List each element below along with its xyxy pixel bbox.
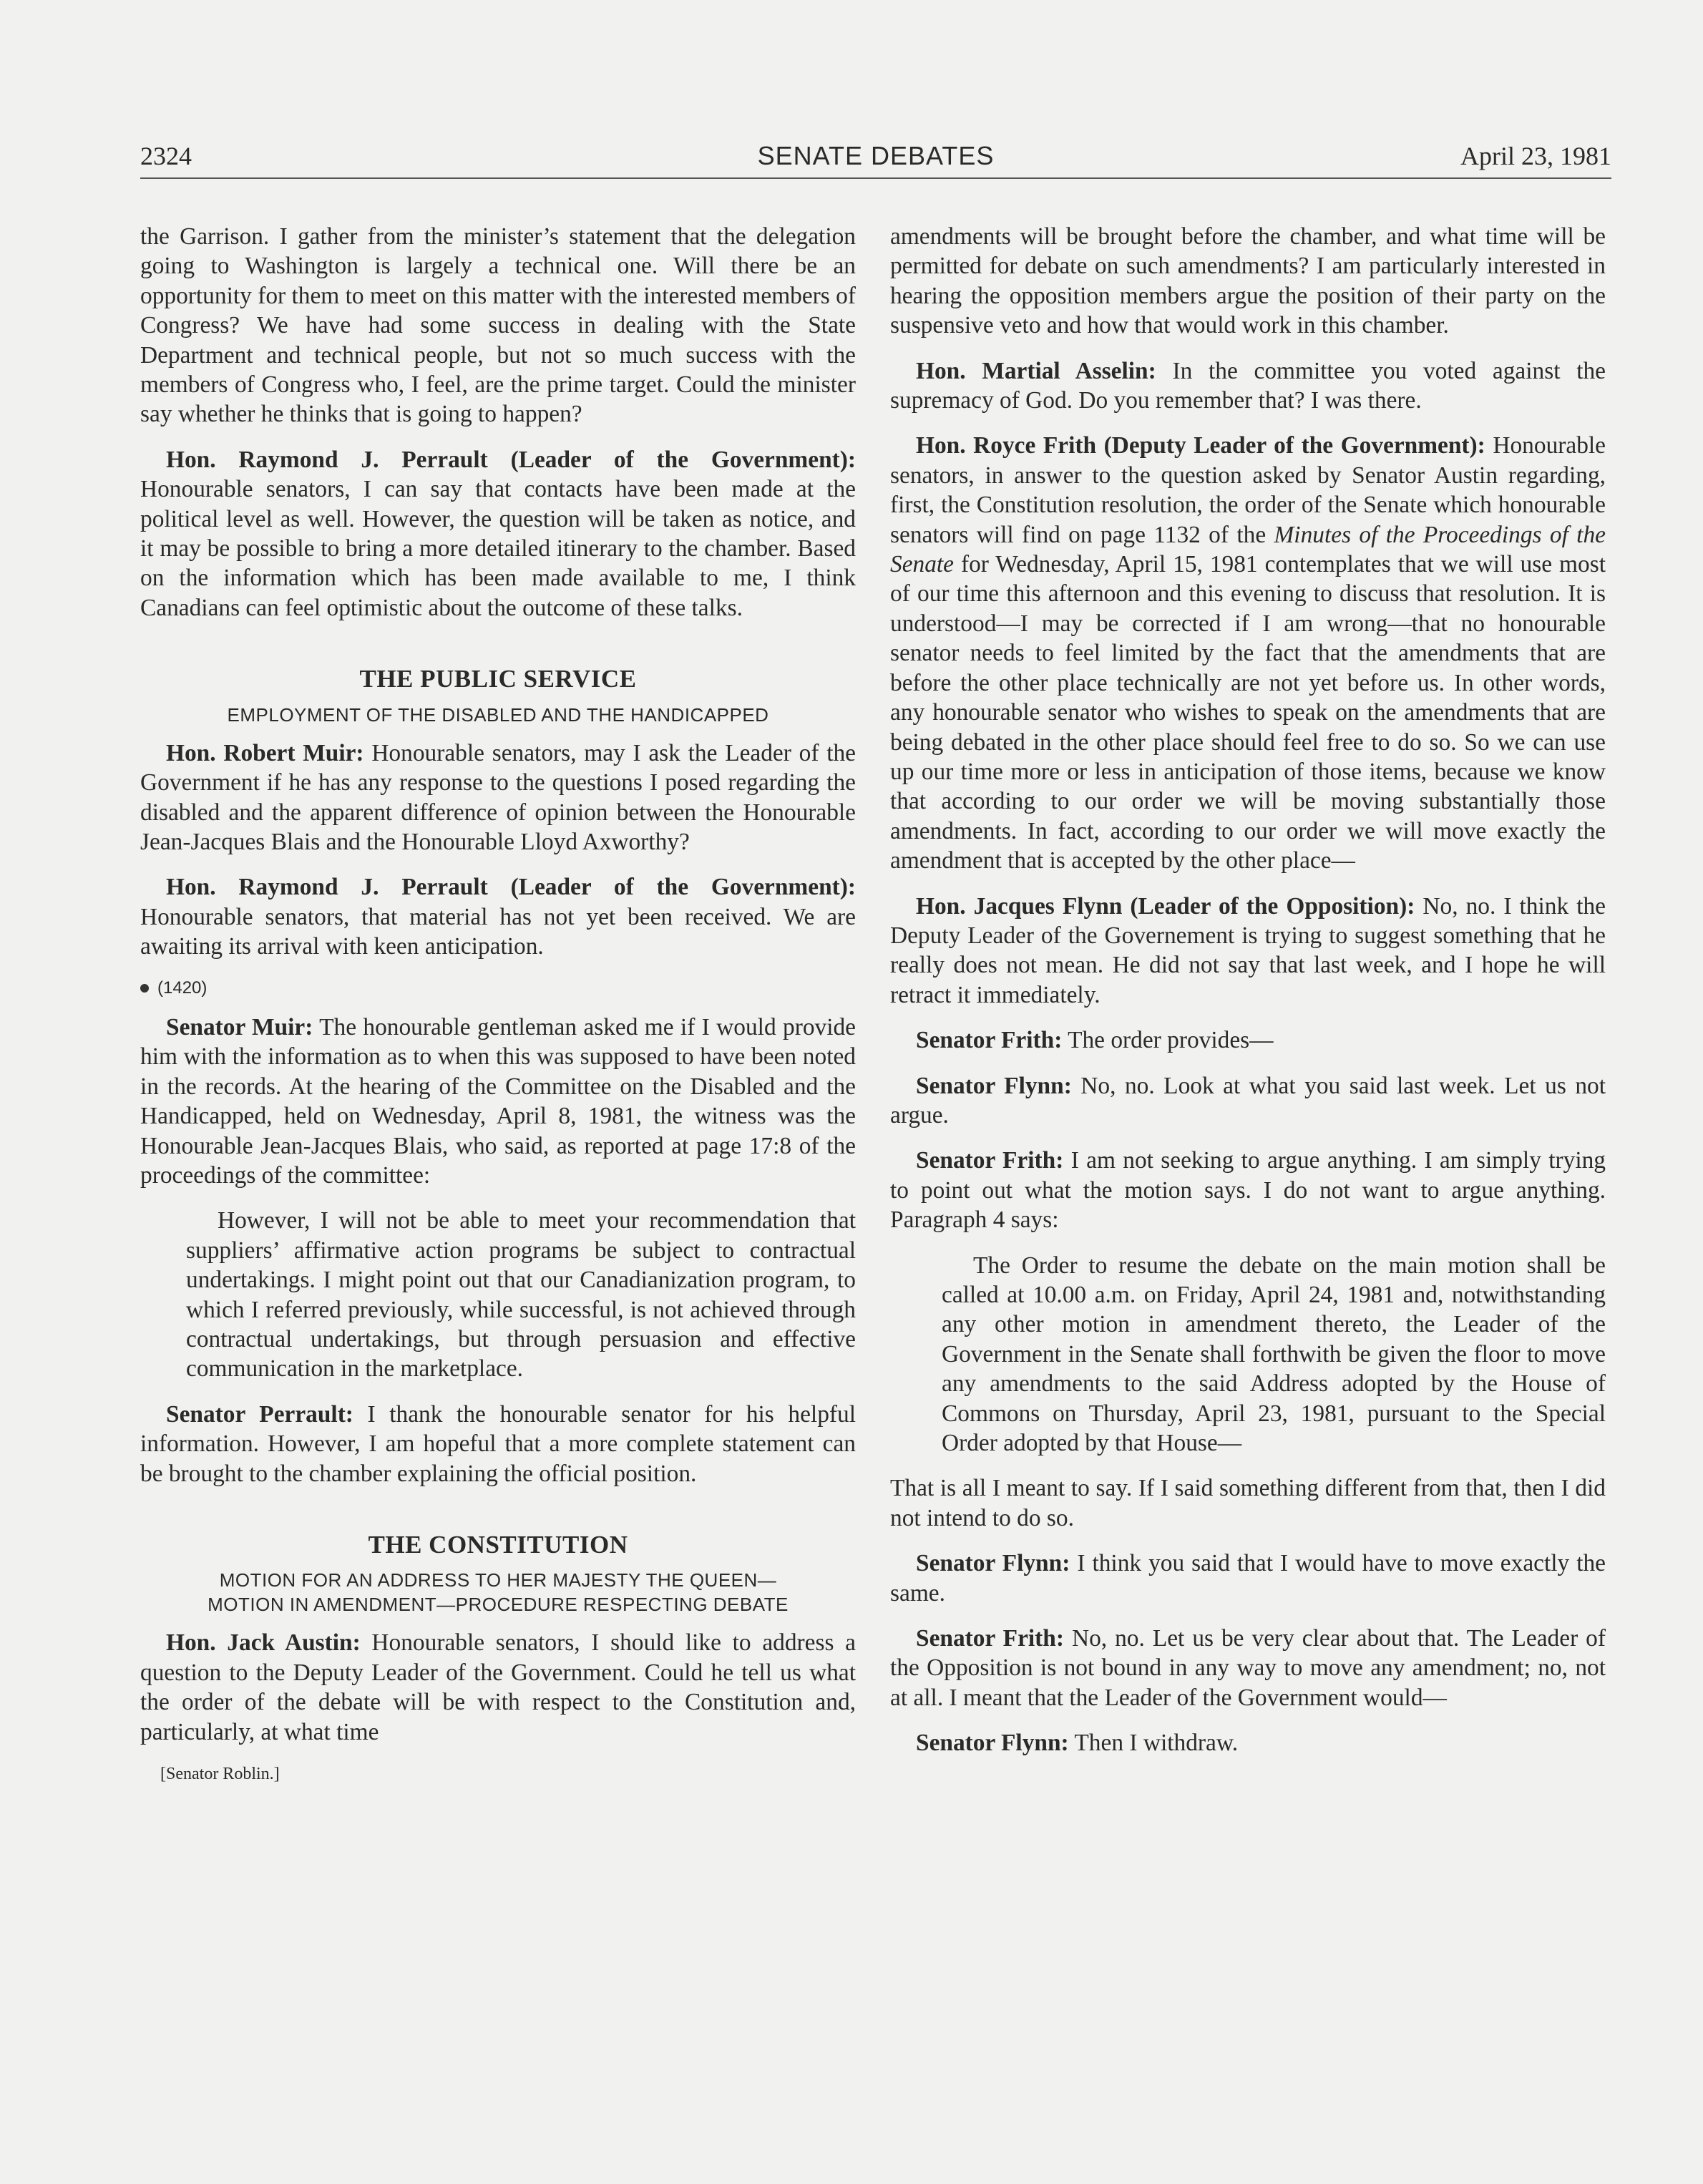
document-title: Minutes of the Proceedings of the Senate: [890, 521, 1606, 578]
page-header: [140, 140, 1611, 179]
speech-text: The honourable gentleman asked me if I would provide him with the information as to when this was supposed to have been noted in the records. At the hearing of the Committee on the Disabled and the Handicapped, held on Wednesday, April 8, 1981, the witness was the Honourable Jean-Jacques Blais, who said, as reported at page 17:8 of the proceedings of the committee:: [140, 1013, 857, 1189]
bullet-icon: [140, 984, 149, 993]
speech-text: I think you said that I would have to move exactly the same.: [890, 1550, 1606, 1607]
speech-text: Honourable senators, that material has not yet been received. We are awaiting its arrival with keen anticipation.: [140, 903, 856, 960]
speech-text: I thank the honourable senator for his helpful information. However, I am hopeful that a more complete statement can be brought to the chamber explaining the official position.: [140, 1400, 856, 1487]
speaker-name: Senator Frith:: [916, 1147, 1064, 1174]
section-subtitle: [140, 1568, 856, 1617]
publication-title: SENATE DEBATES: [757, 141, 995, 170]
speaker-name: Senator Muir:: [166, 1013, 313, 1040]
right-column: [890, 222, 1606, 1774]
speech-text: I am not seeking to argue anything. I am simply trying to point out what the motion says. I do not want to argue anything. Paragraph 4 says:: [890, 1147, 1606, 1234]
section-title: THE PUBLIC SERVICE: [359, 665, 637, 693]
paragraph: [140, 872, 856, 961]
speech-text: No, no. I think the Deputy Leader of the Governement is trying to suggest something that he really does not mean. He did not say that last week, and I hope he will retract it immediately.: [890, 892, 1606, 1008]
paragraph: That is all I meant to say. If I said something different from that, then I did not intend to do so.: [890, 1475, 1606, 1531]
speech-text: Honourable senators, I can say that contacts have been made at the political level as well. However, the question will be taken as notice, and it may be possible to bring a more detailed itinerary to the chamber. Based on the information which has been made available to me, I think Canadians can feel optimistic about the outcome of these talks.: [140, 476, 856, 621]
paragraph: [890, 1624, 1606, 1712]
speaker-name: Senator Flynn:: [916, 1072, 1072, 1099]
speaker-name: Hon. Raymond J. Perrault (Leader of the Government):: [166, 446, 856, 473]
page-date: April 23, 1981: [1460, 142, 1611, 170]
paragraph: [140, 1400, 856, 1488]
paragraph: [890, 1025, 1606, 1055]
paragraph: [890, 892, 1606, 1010]
speaker-name: Hon. Jacques Flynn (Leader of the Opposition):: [916, 892, 1415, 920]
speech-text: No, no. Let us be very clear about that. The Leader of the Opposition is not bound in any way to move any amendment; no, not at all. I meant that the Leader of the Government would—: [890, 1625, 1606, 1711]
speaker-name: Senator Perrault:: [166, 1400, 353, 1428]
page-number: 2324: [140, 142, 192, 170]
paragraph: the Garrison. I gather from the minister’s statement that the delegation going to Washington is largely a technical one. Will there be an opportunity for them to meet on this matter with the interested members of Congress? We have had some success in dealing with the State Department and technical people, but not so much success with the members of Congress who, I feel, are the prime target. Could the minister say whether he thinks that is going to happen?: [140, 223, 856, 428]
speech-text: for Wednesday, April 15, 1981 contemplates that we will use most of our time this afternoon and this evening to discuss that resolution. It is understood—I may be corrected if I am wrong—that no honourable senator needs to feel limited by the fact that the amendments that are before the other place technically are not yet before us. In other words, any honourable senator who wishes to speak on the amendments that are being debated in the other place should feel free to do so. So we can use up our time more or less in anticipation of those items, because we know that according to our order we will be moving substantially those amendments. In fact, according to our order we will move exactly the amendment that is accepted by the other place—: [890, 551, 1606, 874]
paragraph: [890, 1146, 1606, 1234]
speaker-name: Senator Flynn:: [916, 1730, 1069, 1757]
paragraph: [890, 1071, 1606, 1131]
speaker-name: Hon. Raymond J. Perrault (Leader of the Government):: [166, 874, 856, 901]
section-subtitle: EMPLOYMENT OF THE DISABLED AND THE HANDICAPPED: [227, 703, 769, 726]
speaker-name: Senator Frith:: [916, 1027, 1063, 1054]
time-marker: [140, 973, 856, 1003]
paragraph: amendments will be brought before the chamber, and what time will be permitted for debate on such amendments? I am particularly interested in hearing the opposition members argue the position of their party on the suspensive veto and how that would work in this chamber.: [890, 223, 1606, 339]
speaker-name: Senator Frith:: [916, 1625, 1064, 1652]
speech-text: Then I withdraw.: [1068, 1730, 1239, 1757]
paragraph: [140, 445, 856, 623]
speaker-name: Hon. Royce Frith (Deputy Leader of the Government):: [916, 432, 1485, 459]
block-quote: However, I will not be able to meet your recommendation that suppliers’ affirmative action programs be subject to contractual undertakings. I might point out that our Canadianization program, to which I referred previously, while successful, is not achieved through contractual undertakings, but through persuasion and effective communication in the marketplace.: [186, 1207, 856, 1383]
speaker-name: Hon. Jack Austin:: [166, 1629, 361, 1657]
speech-text: Honourable senators, may I ask the Leader of the Government if he has any response to the questions I posed regarding the disabled and the apparent difference of opinion between the Honourable Jean-Jacques Blais and the Honourable Lloyd Axworthy?: [140, 739, 856, 855]
speech-text: Honourable senators, in answer to the question asked by Senator Austin regarding, first, the Constitution resolution, the order of the Senate which honourable senators will find on page 1132 of the: [890, 432, 1606, 548]
subtitle-line: MOTION IN AMENDMENT—PROCEDURE RESPECTING DEBATE: [208, 1594, 789, 1616]
speaker-name: Hon. Martial Asselin:: [916, 357, 1156, 384]
subtitle-line: MOTION FOR AN ADDRESS TO HER MAJESTY THE QUEEN—: [219, 1569, 777, 1591]
block-quote: The Order to resume the debate on the main motion shall be called at 10.00 a.m. on Friday, April 24, 1981 and, notwithstanding any other motion in amendment thereto, the Leader of the Government in the Senate shall forthwith be given the floor to move any amendments to the said Address adopted by the House of Commons on Thursday, April 23, 1981, pursuant to the Special Order adopted by that House—: [942, 1252, 1606, 1457]
paragraph: [890, 431, 1606, 875]
section-title: THE CONSTITUTION: [368, 1531, 628, 1559]
speech-text: In the committee you voted against the supremacy of God. Do you remember that? I was there.: [890, 357, 1606, 414]
speech-text: No, no. Look at what you said last week. Let us not argue.: [890, 1072, 1606, 1128]
time-marker-text: (1420): [157, 978, 208, 998]
speech-text: Honourable senators, I should like to address a question to the Deputy Leader of the Government. Could he tell us what the order of the debate will be with respect to the Constitution and, particularly, at what time: [140, 1629, 856, 1745]
paragraph: [140, 1013, 856, 1190]
speaker-name: Senator Flynn:: [916, 1550, 1070, 1577]
paragraph: [890, 356, 1606, 416]
left-column: [140, 222, 856, 1789]
paragraph: [890, 1728, 1606, 1758]
speaker-name: Hon. Robert Muir:: [166, 739, 364, 766]
footnote: [Senator Roblin.]: [160, 1765, 280, 1784]
paragraph: [140, 738, 856, 857]
paragraph: [140, 1628, 856, 1747]
speech-text: The order provides—: [1062, 1027, 1274, 1054]
paragraph: [890, 1549, 1606, 1608]
